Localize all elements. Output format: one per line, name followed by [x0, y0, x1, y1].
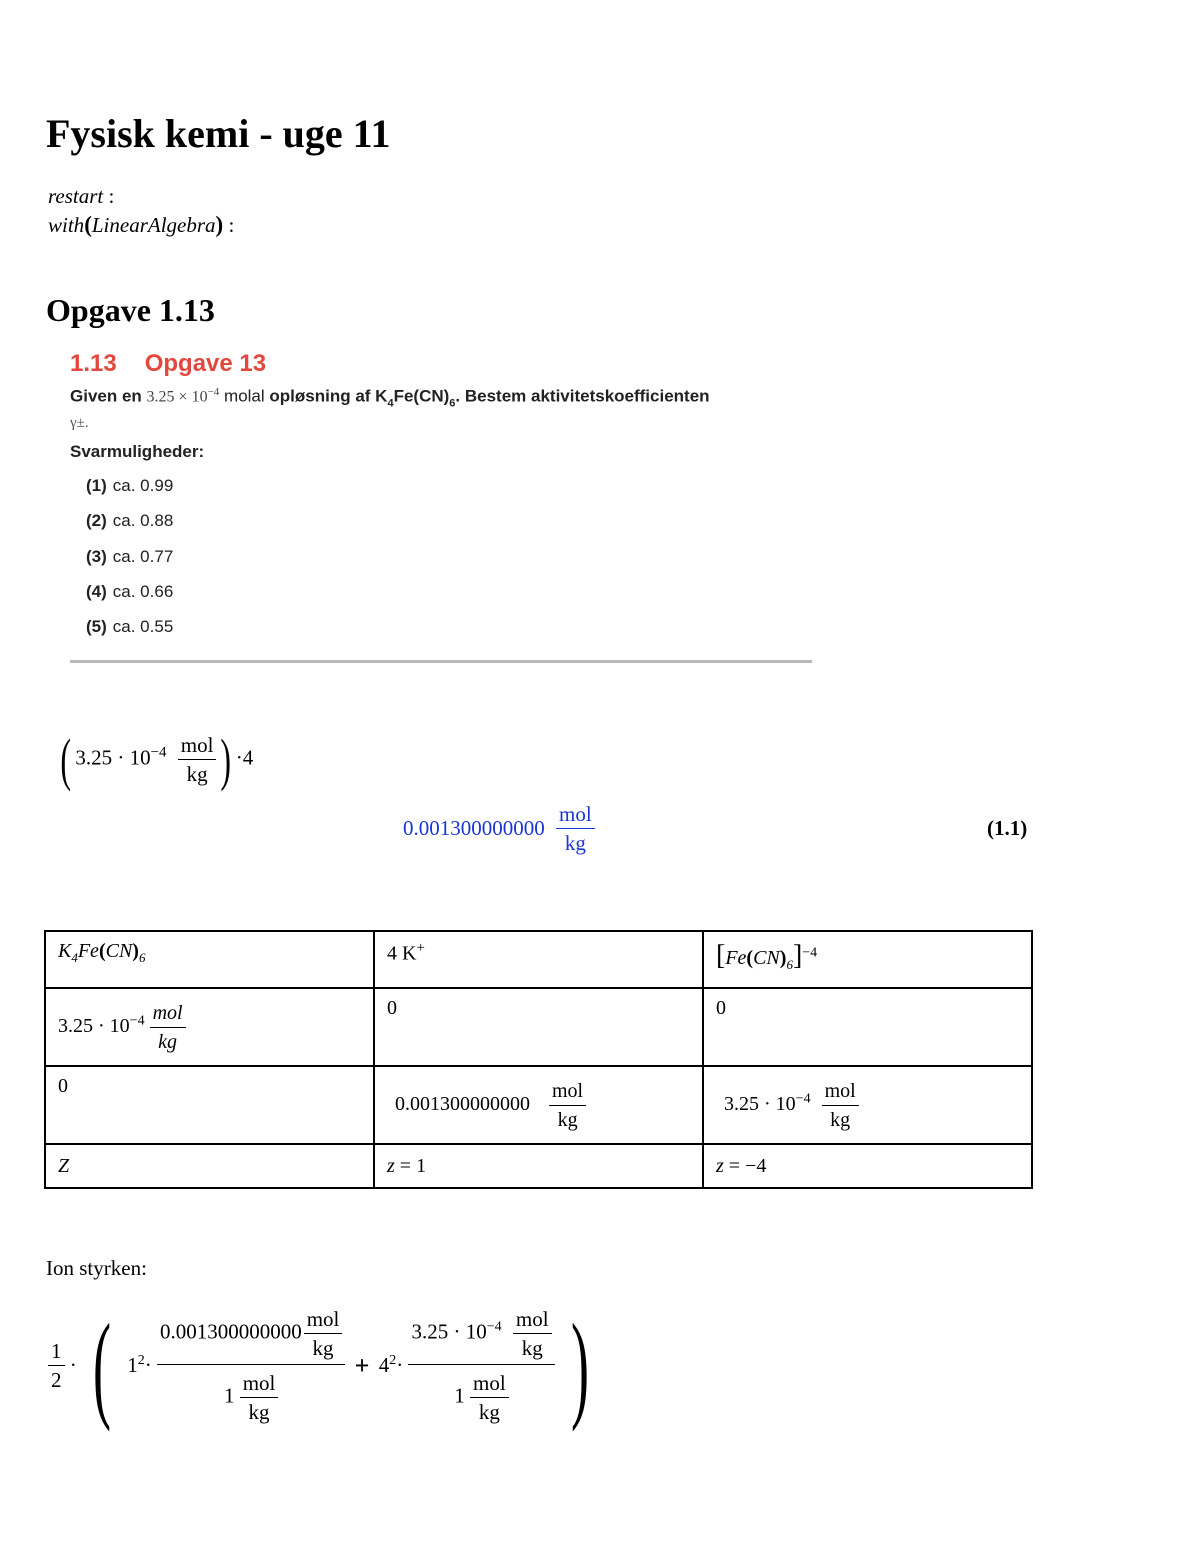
section-heading: Opgave 1.13	[46, 292, 215, 328]
statement-terminator: :	[103, 184, 115, 208]
ion-strength-expression[interactable]: $\frac{1}{2}$ · ( $1^2\cdot$ 0.001300000000 $\frac{\text{mol}}{kg}$ 1 $\frac{\text{mol}}{kg}$ + $4^2\cdot$ $3.25 \cdot 10^{-4}$ $\frac{\text{mol}}{kg}$ 1 $\frac{\text{mol}}{kg}$ )	[48, 1305, 600, 1426]
ion-strength-label: Ion styrken:	[46, 1256, 147, 1280]
code-line-restart[interactable]	[48, 184, 114, 209]
table-cell: z = 1	[374, 1144, 703, 1188]
table-row	[45, 1144, 1032, 1188]
table-cell: $K_4Fe(CN)_6$	[45, 931, 374, 988]
math-input[interactable]: ( $3.25 \cdot 10^{-4}$ $\frac{\text{mol}}{kg}$ ) ·4	[60, 727, 254, 792]
option-item: (1) ca. 0.99	[86, 476, 174, 496]
task-divider	[70, 660, 812, 663]
option-item: (2) ca. 0.88	[86, 511, 174, 531]
task-heading-text: Opgave 13	[144, 350, 267, 377]
table-cell: 0	[374, 988, 703, 1066]
table-row	[45, 1066, 1032, 1144]
table-cell: $[Fe(CN)_6]^{-4}$	[703, 931, 1032, 988]
gamma-symbol: γ±.	[70, 415, 89, 432]
task-number: 1.13	[70, 350, 117, 377]
table-row	[45, 931, 1032, 988]
table-cell: $3.25 \cdot 10^{-4}$ $\frac{\text{mol}}{kg}$	[703, 1066, 1032, 1144]
table-cell: 0	[45, 1066, 374, 1144]
options-list	[70, 468, 812, 644]
equation-label: (1.1)	[987, 816, 1028, 840]
table-cell: Z	[45, 1144, 374, 1188]
code-line-with[interactable]: with(LinearAlgebra) :	[48, 212, 235, 237]
with-command: with	[48, 213, 85, 237]
ice-table	[44, 930, 1033, 1189]
task-statement: Given en $3.25 \times 10^{-4}$ molal opløsning af $K_4Fe(CN)_6$. Bestem aktivitetskoefficienten	[70, 386, 710, 410]
package-name: LinearAlgebra	[91, 213, 216, 237]
restart-command: restart	[48, 184, 104, 208]
options-label: Svarmuligheder:	[70, 442, 205, 462]
task-image	[70, 350, 812, 645]
option-item: (5) ca. 0.55	[86, 617, 174, 637]
document-title: Fysisk kemi - uge 11	[46, 111, 391, 156]
table-cell: 0	[703, 988, 1032, 1066]
table-cell: 0.001300000000 $\frac{\text{mol}}{kg}$	[374, 1066, 703, 1144]
table-cell: 4 K+	[374, 931, 703, 988]
task-heading	[70, 350, 812, 378]
math-output: 0.001300000000 $\frac{\text{mol}}{kg}$	[403, 800, 595, 857]
option-item: (3) ca. 0.77	[86, 546, 174, 566]
table-cell: z = −4	[703, 1144, 1032, 1188]
table-cell: $3.25 \cdot 10^{-4}$ $\frac{\text{mol}}{kg}$	[45, 988, 374, 1066]
statement-terminator: :	[223, 213, 235, 237]
table-row	[45, 988, 1032, 1066]
option-item: (4) ca. 0.66	[86, 581, 174, 601]
